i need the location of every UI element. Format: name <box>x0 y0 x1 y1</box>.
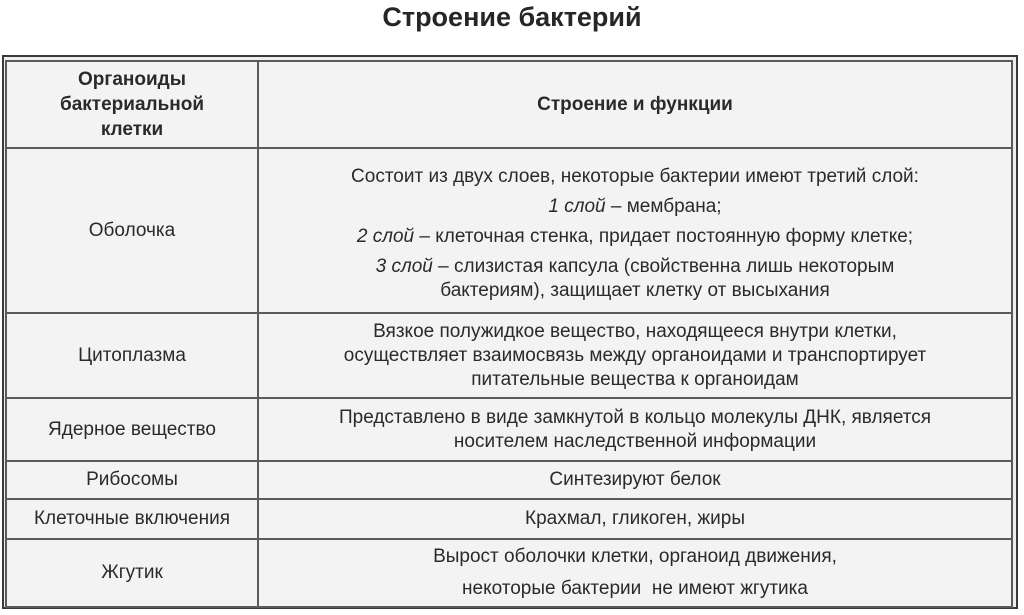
nuclear-line-1: Представлено в виде замкнутой в кольцо молекулы ДНК, является <box>338 406 932 428</box>
row-name-cytoplasm: Цитоплазма <box>6 313 258 398</box>
row-name-nuclear-substance: Ядерное вещество <box>6 398 258 461</box>
membrane-tail: бактериям), защищает клетку от высыхания <box>440 279 830 301</box>
table-row <box>6 499 1012 539</box>
table-row <box>6 313 1012 398</box>
layer-2-label: 2 слой <box>356 225 415 247</box>
header-left-line-2: бактериальной <box>59 94 205 115</box>
table-row <box>6 539 1012 607</box>
header-structure-functions: Строение и функции <box>258 61 1012 148</box>
table-row <box>6 148 1012 313</box>
nuclear-line-2: носителем наследственной информации <box>453 430 817 452</box>
cytoplasm-line-3: питательные вещества к органоидам <box>471 368 799 390</box>
bacteria-structure-table <box>5 60 1013 608</box>
row-desc-inclusions: Крахмал, гликоген, жиры <box>258 499 1012 539</box>
row-desc-membrane <box>258 148 1012 313</box>
row-name-ribosomes: Рибосомы <box>6 461 258 499</box>
row-name-inclusions: Клеточные включения <box>6 499 258 539</box>
table-row <box>6 461 1012 499</box>
row-name-flagellum: Жгутик <box>6 539 258 607</box>
header-left-line-1: Органоиды <box>78 69 186 90</box>
header-organoids <box>6 61 258 148</box>
membrane-layer-3 <box>267 255 1003 279</box>
layer-2-text: – клеточная стенка, придает постоянную форму клетке; <box>414 225 914 247</box>
layer-3-label: 3 слой <box>375 255 433 277</box>
header-left-line-3: клетки <box>100 119 164 140</box>
cytoplasm-line-1: Вязкое полужидкое вещество, находящееся внутри клетки, <box>373 320 897 342</box>
page-title: Строение бактерий <box>382 2 642 32</box>
membrane-intro: Состоит из двух слоев, некоторые бактерии имеют третий слой: <box>351 165 919 187</box>
row-desc-cytoplasm <box>258 313 1012 398</box>
layer-1-label: 1 слой <box>548 195 606 217</box>
membrane-layer-2 <box>267 225 1003 249</box>
flagellum-line-1: Вырост оболочки клетки, органоид движения, <box>433 546 837 567</box>
header-row <box>6 61 1012 148</box>
layer-1-text: – мембрана; <box>605 195 722 217</box>
flagellum-line-2: некоторые бактерии не имеют жгутика <box>462 578 808 599</box>
layer-3-text: – слизистая капсула (свойственна лишь некоторым <box>432 255 895 277</box>
row-desc-nuclear-substance <box>258 398 1012 461</box>
membrane-layer-1 <box>267 195 1003 219</box>
row-name-membrane: Оболочка <box>6 148 258 313</box>
row-desc-flagellum <box>258 539 1012 607</box>
table-row <box>6 398 1012 461</box>
row-desc-ribosomes: Синтезируют белок <box>258 461 1012 499</box>
cytoplasm-line-2: осуществляет взаимосвязь между органоидами и транспортирует <box>343 344 927 366</box>
